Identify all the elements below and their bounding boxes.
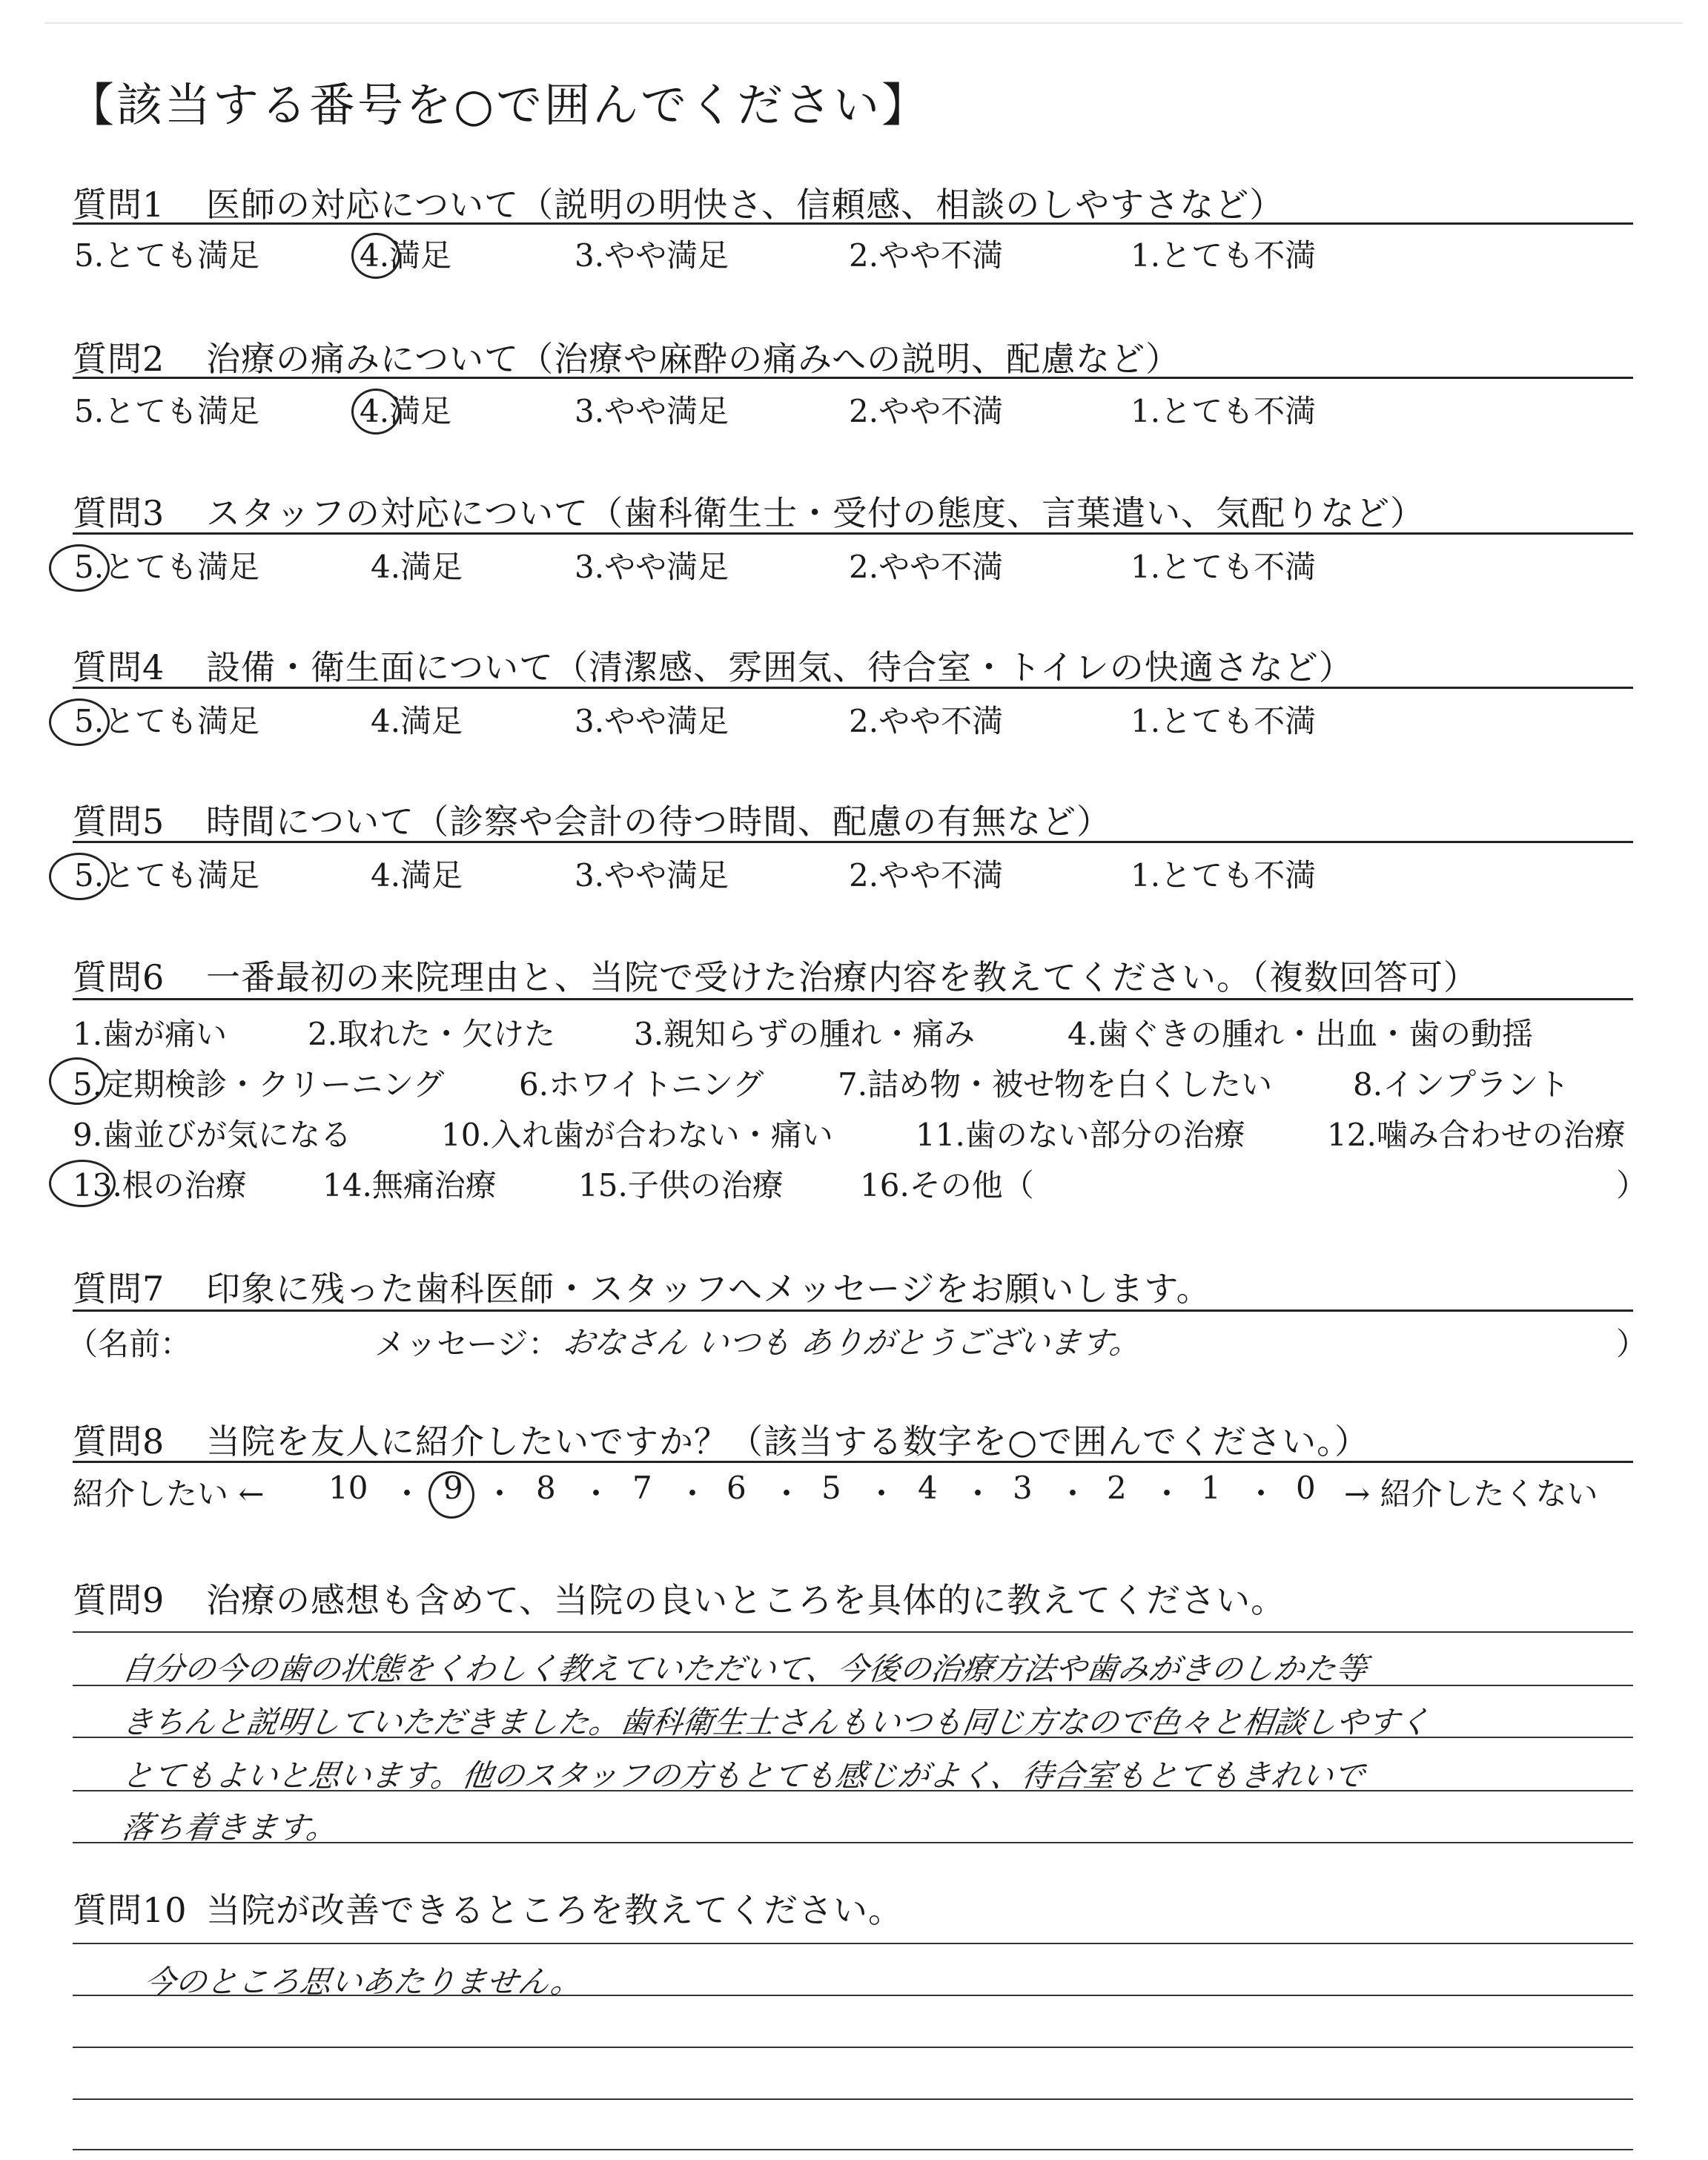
q2-selection-circle xyxy=(351,389,400,435)
q6-option-3[interactable]: 3.親知らずの腫れ・痛み xyxy=(634,1016,976,1052)
q8-scale-9[interactable]: 9 xyxy=(443,1470,463,1506)
q8-scale-10[interactable]: 10 xyxy=(328,1470,368,1506)
q9-rule xyxy=(73,1737,1633,1738)
q3-option-4[interactable]: 4.満足 xyxy=(371,549,463,585)
q8-left-label: 紹介したい ← xyxy=(73,1476,265,1512)
q6-option-12[interactable]: 12.噛み合わせの治療 xyxy=(1327,1117,1626,1153)
q3-option-3[interactable]: 3.やや満足 xyxy=(575,549,729,585)
q5-selection-circle xyxy=(49,853,110,900)
q1-text: 医師の対応について（説明の明快さ、信頼感、相談のしやすさなど） xyxy=(206,185,1285,225)
q8-scale-0[interactable]: 0 xyxy=(1296,1470,1316,1506)
q8-scale-6[interactable]: 6 xyxy=(726,1470,747,1506)
q7-title xyxy=(73,1262,1211,1311)
q2-option-2[interactable]: 2.やや不満 xyxy=(849,393,1004,429)
q8-scale-7[interactable]: 7 xyxy=(632,1470,652,1506)
q10-rule xyxy=(73,2098,1633,2100)
q1-option-1[interactable]: 1.とても不満 xyxy=(1131,237,1317,274)
q8-rule xyxy=(73,1461,1633,1463)
q8-dot: ・ xyxy=(962,1476,994,1512)
q9-rule xyxy=(73,1631,1633,1633)
q10-title xyxy=(73,1883,903,1932)
q4-number: 質問4 xyxy=(73,647,165,687)
q6-option-11[interactable]: 11.歯のない部分の治療 xyxy=(916,1117,1245,1153)
q1-option-2[interactable]: 2.やや不満 xyxy=(849,237,1004,274)
q8-scale-8[interactable]: 8 xyxy=(536,1470,556,1506)
q9-rule xyxy=(73,1842,1633,1843)
q8-scale-5[interactable]: 5 xyxy=(821,1470,841,1506)
q6-option-16[interactable]: 16.その他（ xyxy=(860,1167,1034,1203)
q2-text: 治療の痛みについて（治療や麻酔の痛みへの説明、配慮など） xyxy=(206,339,1181,379)
q5-option-3[interactable]: 3.やや満足 xyxy=(575,857,729,894)
q1-rule xyxy=(73,222,1633,225)
q9-text: 治療の感想も含めて、当院の良いところを具体的に教えてください。 xyxy=(206,1580,1286,1620)
q3-text: スタッフの対応について（歯科衛生士・受付の態度、言葉遣い、気配りなど） xyxy=(206,493,1426,533)
q1-number: 質問1 xyxy=(73,185,165,225)
q7-text: 印象に残った歯科医師・スタッフへメッセージをお願いします。 xyxy=(206,1269,1211,1309)
q3-selection-circle xyxy=(49,544,110,592)
q7-close-paren: ） xyxy=(1616,1326,1648,1362)
q6-option-7[interactable]: 7.詰め物・被せ物を白くしたい xyxy=(838,1066,1273,1103)
q8-scale-2[interactable]: 2 xyxy=(1107,1470,1127,1506)
q9-answer-line-2[interactable]: きちんと説明していただきました。歯科衛生士さんもいつも同じ方なので色々と相談しやすく xyxy=(119,1704,1433,1740)
q7-number: 質問7 xyxy=(73,1269,165,1309)
q4-option-1[interactable]: 1.とても不満 xyxy=(1131,703,1317,739)
q6-option-5[interactable]: 5.定期検診・クリーニング xyxy=(73,1066,445,1103)
q5-text: 時間について（診察や会計の待つ時間、配慮の有無など） xyxy=(206,802,1112,842)
q9-number: 質問9 xyxy=(73,1580,165,1620)
q10-rule xyxy=(73,2047,1633,2048)
q7-rule xyxy=(73,1309,1633,1312)
q6-selection-circle-5 xyxy=(49,1057,105,1105)
q8-dot: ・ xyxy=(391,1476,423,1512)
q6-option-1[interactable]: 1.歯が痛い xyxy=(73,1016,228,1052)
q3-number: 質問3 xyxy=(73,493,165,533)
q5-option-1[interactable]: 1.とても不満 xyxy=(1131,857,1317,894)
q10-answer-line-1[interactable]: 今のところ思いあたりません。 xyxy=(142,1964,585,2000)
q7-name-label: （名前： xyxy=(67,1326,192,1362)
q5-title xyxy=(73,795,1111,844)
q6-option-8[interactable]: 8.インプラント xyxy=(1353,1066,1570,1103)
q7-message-label: メッセージ： xyxy=(374,1326,560,1362)
q5-option-4[interactable]: 4.満足 xyxy=(371,857,463,894)
q2-option-4[interactable]: 4.満足 xyxy=(360,393,452,429)
q10-text: 当院が改善できるところを教えてください。 xyxy=(206,1890,903,1930)
q8-dot: ・ xyxy=(866,1476,898,1512)
q6-option-4[interactable]: 4.歯ぐきの腫れ・出血・歯の動揺 xyxy=(1068,1016,1534,1052)
q3-title xyxy=(73,486,1425,535)
q2-option-1[interactable]: 1.とても不満 xyxy=(1131,393,1317,429)
q1-option-5[interactable]: 5.とても満足 xyxy=(74,237,260,274)
q8-number: 質問8 xyxy=(73,1421,165,1462)
q4-text: 設備・衛生面について（清潔感、雰囲気、待合室・トイレの快適さなど） xyxy=(206,647,1354,687)
q1-option-4[interactable]: 4.満足 xyxy=(360,237,452,274)
q3-rule xyxy=(73,532,1633,535)
q4-rule xyxy=(73,687,1633,689)
q10-number: 質問10 xyxy=(73,1890,188,1930)
q3-option-5[interactable]: 5.とても満足 xyxy=(74,549,260,585)
q8-selection-circle xyxy=(428,1471,474,1519)
q6-option-6[interactable]: 6.ホワイトニング xyxy=(519,1066,764,1103)
q2-option-3[interactable]: 3.やや満足 xyxy=(575,393,729,429)
q6-option-13[interactable]: 13.根の治療 xyxy=(73,1167,247,1203)
q6-text: 一番最初の来院理由と、当院で受けた治療内容を教えてください。（複数回答可） xyxy=(206,957,1478,997)
q2-title xyxy=(73,332,1180,381)
q9-title xyxy=(73,1573,1285,1622)
page-top-edge xyxy=(44,22,1683,24)
q4-selection-circle xyxy=(49,698,110,746)
q8-dot: ・ xyxy=(771,1476,803,1512)
q6-selection-circle-13 xyxy=(49,1160,116,1207)
q8-scale-1[interactable]: 1 xyxy=(1201,1470,1221,1506)
q6-option-9[interactable]: 9.歯並びが気になる xyxy=(73,1117,352,1153)
q1-title xyxy=(73,178,1284,227)
q2-rule xyxy=(73,377,1633,379)
q9-answer-line-3[interactable]: とてもよいと思います。他のスタッフの方もとても感じがよく、待合室もとてもきれいで xyxy=(119,1757,1367,1794)
q8-text: 当院を友人に紹介したいですか？（該当する数字を○で囲んでください。） xyxy=(206,1421,1370,1462)
q8-scale-row xyxy=(73,1470,1637,1514)
q4-option-3[interactable]: 3.やや満足 xyxy=(575,703,729,739)
q6-option-15[interactable]: 15.子供の治療 xyxy=(578,1167,784,1203)
q6-option-14[interactable]: 14.無痛治療 xyxy=(322,1167,497,1203)
q5-rule xyxy=(73,841,1633,843)
q8-right-label: → 紹介したくない xyxy=(1344,1476,1598,1512)
q7-message-handwritten[interactable]: おなさん いつも ありがとうございます。 xyxy=(560,1324,1144,1361)
q6-option-2[interactable]: 2.取れた・欠けた xyxy=(308,1016,556,1052)
q8-dot: ・ xyxy=(1057,1476,1089,1512)
q10-rule xyxy=(73,1943,1633,1944)
q3-option-2[interactable]: 2.やや不満 xyxy=(849,549,1004,585)
q3-option-1[interactable]: 1.とても不満 xyxy=(1131,549,1317,585)
q9-answer-line-1[interactable]: 自分の今の歯の状態をくわしく教えていただいて、今後の治療方法や歯みがきのしかた等 xyxy=(119,1651,1370,1687)
page-heading: 【該当する番号を○で囲んでください】 xyxy=(68,78,930,132)
q4-option-2[interactable]: 2.やや不満 xyxy=(849,703,1004,739)
q6-title xyxy=(73,951,1478,1000)
q8-dot: ・ xyxy=(484,1476,516,1512)
q10-rule xyxy=(73,2149,1633,2150)
q1-selection-circle xyxy=(351,233,400,279)
q8-title xyxy=(73,1415,1369,1464)
q8-dot: ・ xyxy=(580,1476,612,1512)
q5-option-5[interactable]: 5.とても満足 xyxy=(74,857,260,894)
q2-option-5[interactable]: 5.とても満足 xyxy=(74,393,260,429)
q9-rule xyxy=(73,1685,1633,1686)
q9-rule xyxy=(73,1790,1633,1791)
q9-answer-line-4[interactable]: 落ち着きます。 xyxy=(119,1809,340,1846)
q5-option-2[interactable]: 2.やや不満 xyxy=(849,857,1004,894)
q4-title xyxy=(73,641,1354,690)
q6-rule xyxy=(73,998,1633,1000)
q6-number: 質問6 xyxy=(73,957,165,997)
q8-dot: ・ xyxy=(1151,1476,1183,1512)
q10-rule xyxy=(73,1995,1633,1996)
q2-number: 質問2 xyxy=(73,339,165,379)
q4-option-4[interactable]: 4.満足 xyxy=(371,703,463,739)
q8-dot: ・ xyxy=(1245,1476,1277,1512)
q8-scale-4[interactable]: 4 xyxy=(918,1470,938,1506)
q8-dot: ・ xyxy=(677,1476,709,1512)
q4-option-5[interactable]: 5.とても満足 xyxy=(74,703,260,739)
q8-scale-3[interactable]: 3 xyxy=(1013,1470,1033,1506)
q1-option-3[interactable]: 3.やや満足 xyxy=(575,237,729,274)
q5-number: 質問5 xyxy=(73,802,165,842)
q6-other-close-paren: ） xyxy=(1616,1167,1648,1203)
q6-option-10[interactable]: 10.入れ歯が合わない・痛い xyxy=(441,1117,833,1153)
